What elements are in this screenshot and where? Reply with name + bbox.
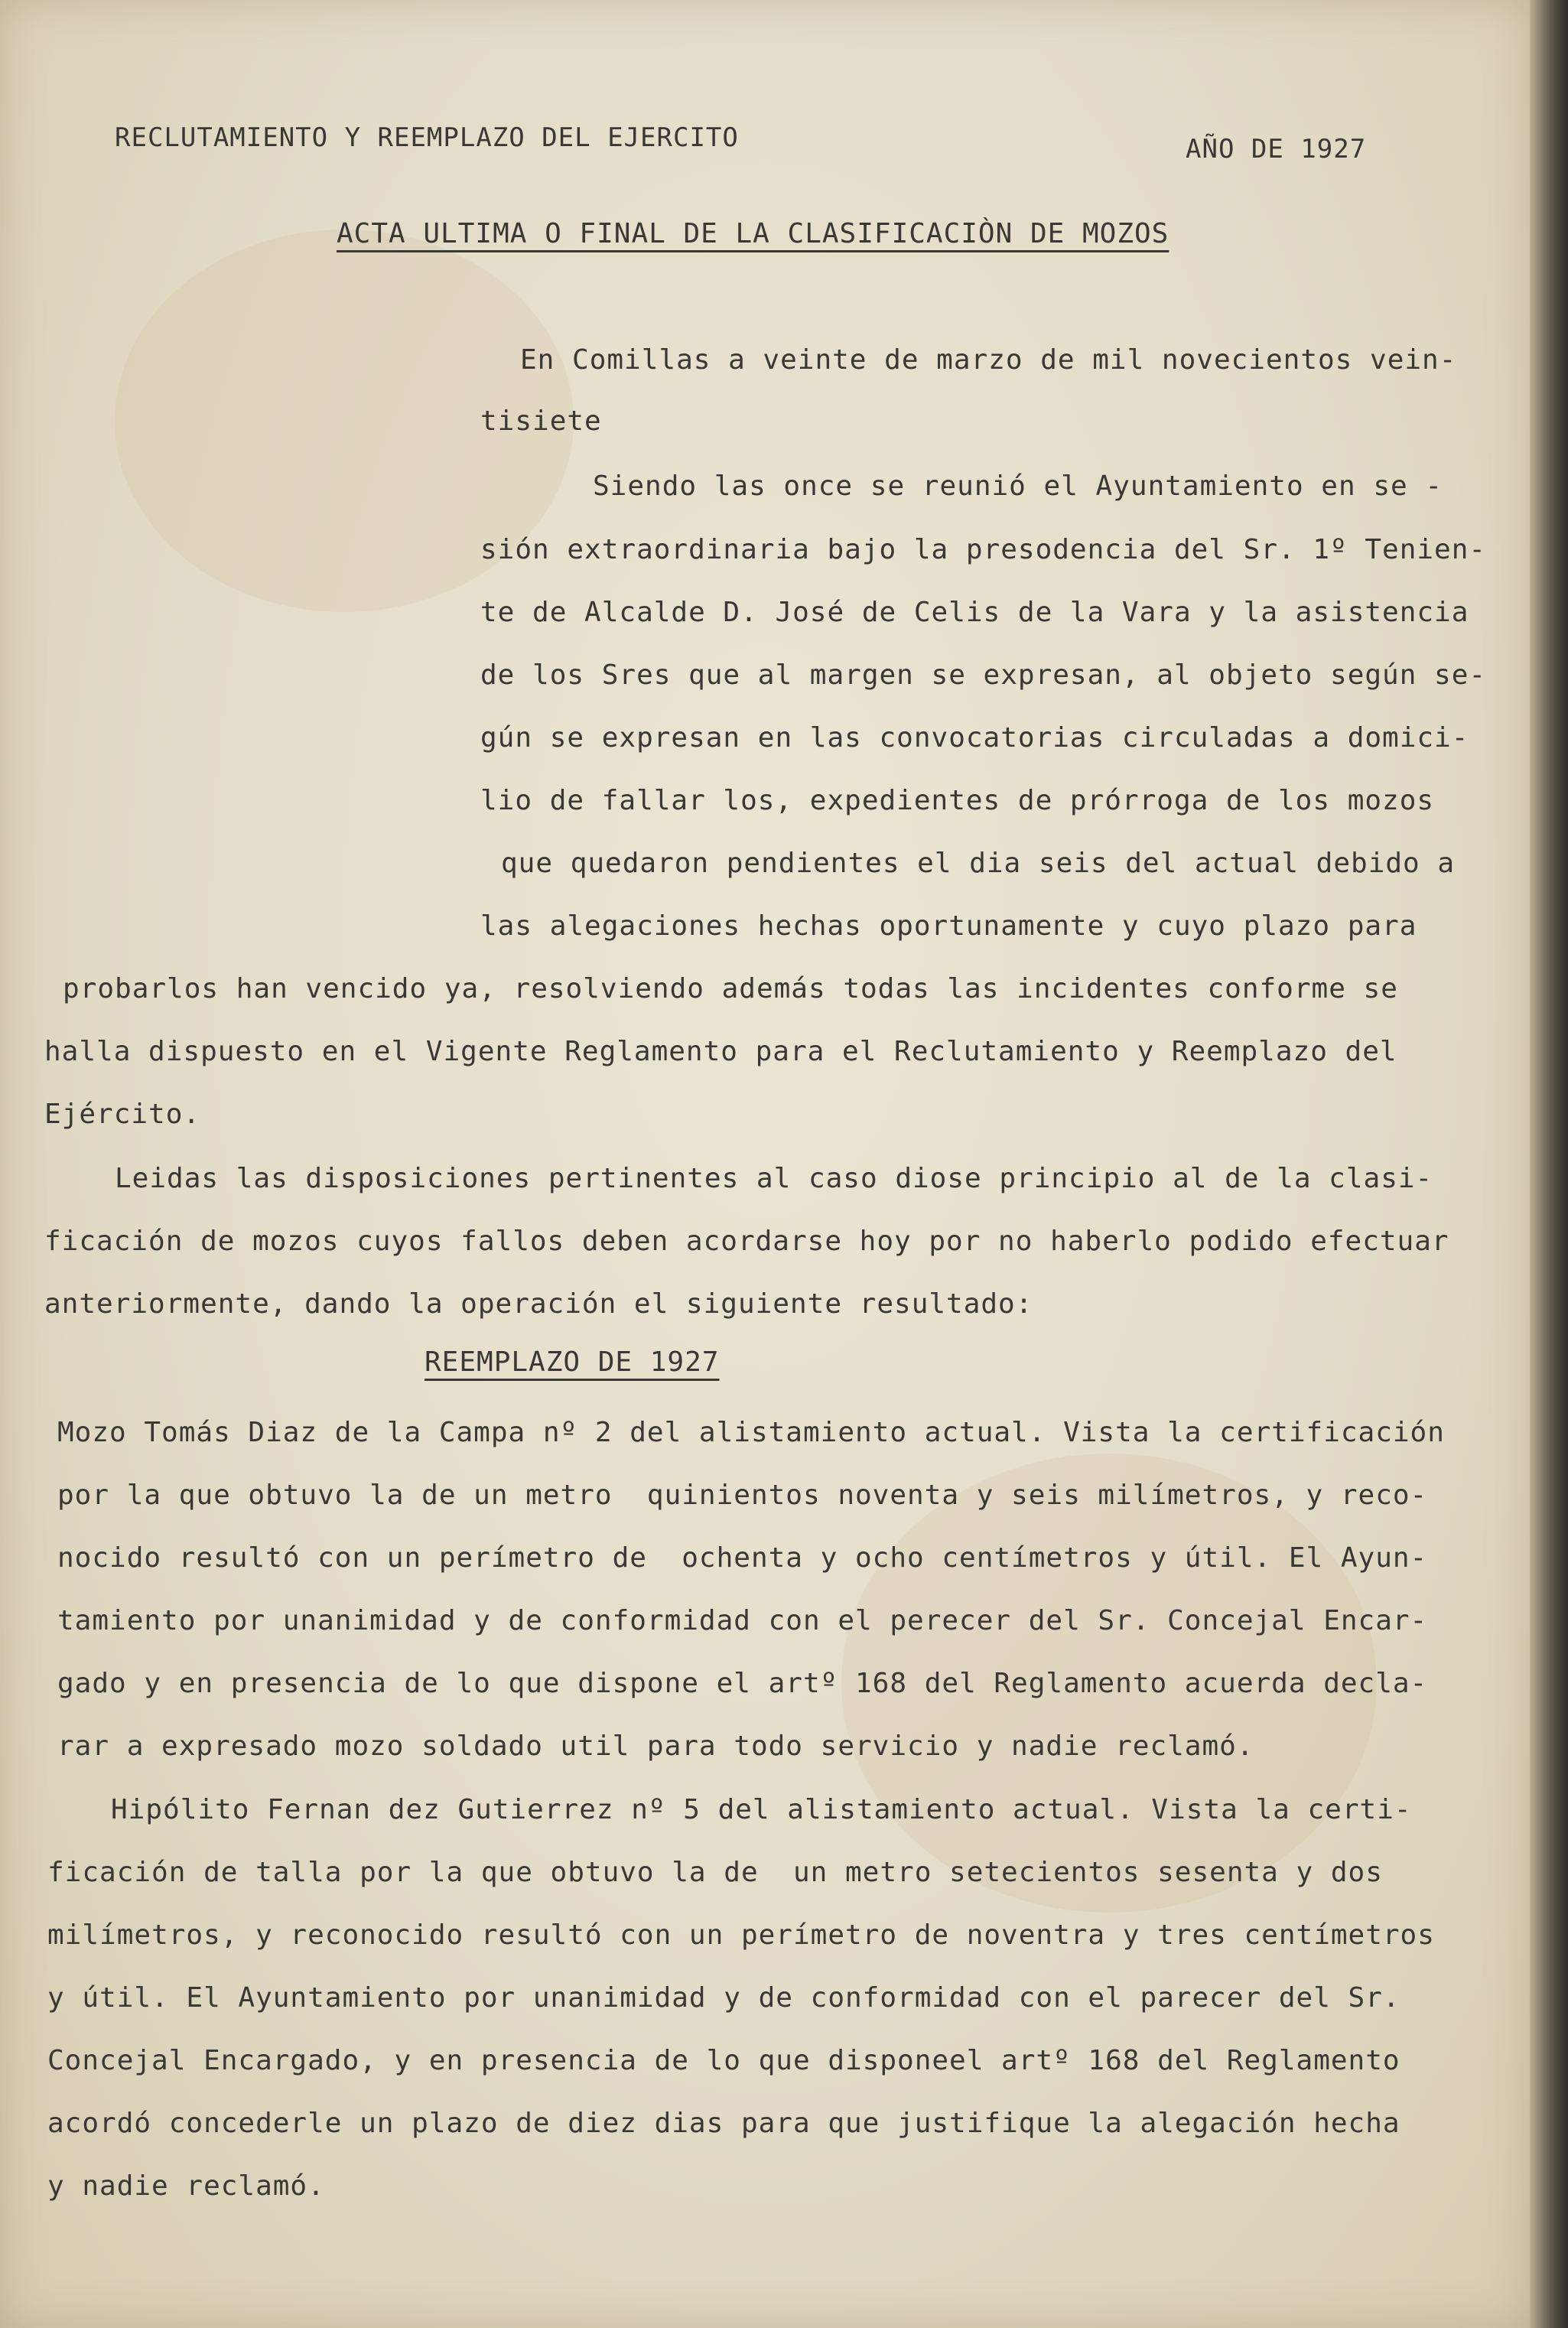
header-right: AÑO DE 1927 [1186,134,1367,164]
paragraph4-line: nocido resultó con un perímetro de ochenta y ocho centímetros y útil. El Ayun- [57,1542,1428,1574]
paragraph5-line: ficación de talla por la que obtuvo la de un metro setecientos sesenta y dos [47,1857,1383,1888]
paragraph5-line: Hipólito Fernan dez Gutierrez nº 5 del alistamiento actual. Vista la certi- [111,1794,1412,1825]
page-edge [1530,0,1568,2328]
document-title: ACTA ULTIMA O FINAL DE LA CLASIFICACIÒN DE MOZOS [337,218,1169,249]
paragraph2-line: probarlos han vencido ya, resolviendo además todas las incidentes conforme se [63,973,1398,1004]
paragraph2-line: que quedaron pendientes el dia seis del actual debido a [501,848,1456,879]
paragraph4-line: por la que obtuvo la de un metro quinientos noventa y seis milímetros, y reco- [57,1480,1428,1511]
paragraph5-line: acordó concederle un plazo de diez dias para que justifique la alegación hecha [47,2108,1400,2139]
paragraph4-line: tamiento por unanimidad y de conformidad con el perecer del Sr. Concejal Encar- [57,1605,1428,1636]
paragraph4-line: Mozo Tomás Diaz de la Campa nº 2 del alistamiento actual. Vista la certificación [57,1417,1445,1448]
paragraph5-line: y nadie reclamó. [47,2170,325,2202]
paragraph2-line: gún se expresan en las convocatorias circuladas a domici- [480,722,1469,754]
paragraph2-line: las alegaciones hechas oportunamente y cuyo plazo para [480,910,1417,942]
paragraph2-line: te de Alcalde D. José de Celis de la Vara y la asistencia [480,597,1469,628]
paragraph4-line: gado y en presencia de lo que dispone el artº 168 del Reglamento acuerda decla- [57,1668,1428,1699]
paragraph3-line: anteriormente, dando la operación el siguiente resultado: [44,1288,1033,1320]
paragraph5-line: y útil. El Ayuntamiento por unanimidad y de conformidad con el parecer del Sr. [47,1982,1400,2014]
header-left: RECLUTAMIENTO Y REEMPLAZO DEL EJERCITO [115,122,739,153]
paragraph4-line: rar a expresado mozo soldado util para todo servicio y nadie reclamó. [57,1731,1254,1762]
paragraph2-line: Siendo las once se reunió el Ayuntamiento en se - [593,470,1443,502]
paragraph2-line: sión extraordinaria bajo la presodencia del Sr. 1º Tenien- [480,534,1487,565]
paragraph3-line: ficación de mozos cuyos fallos deben acordarse hoy por no haberlo podido efectuar [44,1226,1449,1257]
paragraph5-line: Concejal Encargado, y en presencia de lo que disponeel artº 168 del Reglamento [47,2045,1400,2076]
paragraph5-line: milímetros, y reconocido resultó con un perímetro de noventra y tres centímetros [47,1919,1435,1951]
paragraph1-line: En Comillas a veinte de marzo de mil novecientos vein- [520,344,1457,376]
paragraph1-line: tisiete [480,405,602,437]
section-title: REEMPLAZO DE 1927 [425,1346,720,1378]
paragraph2-line: halla dispuesto en el Vigente Reglamento para el Reclutamiento y Reemplazo del [44,1036,1397,1067]
paragraph2-line: lio de fallar los, expedientes de prórroga de los mozos [480,785,1435,816]
paragraph3-line: Leidas las disposiciones pertinentes al caso diose principio al de la clasi- [115,1163,1433,1194]
paragraph2-line: de los Sres que al margen se expresan, al objeto según se- [480,659,1487,691]
paragraph2-line: Ejército. [44,1099,201,1130]
